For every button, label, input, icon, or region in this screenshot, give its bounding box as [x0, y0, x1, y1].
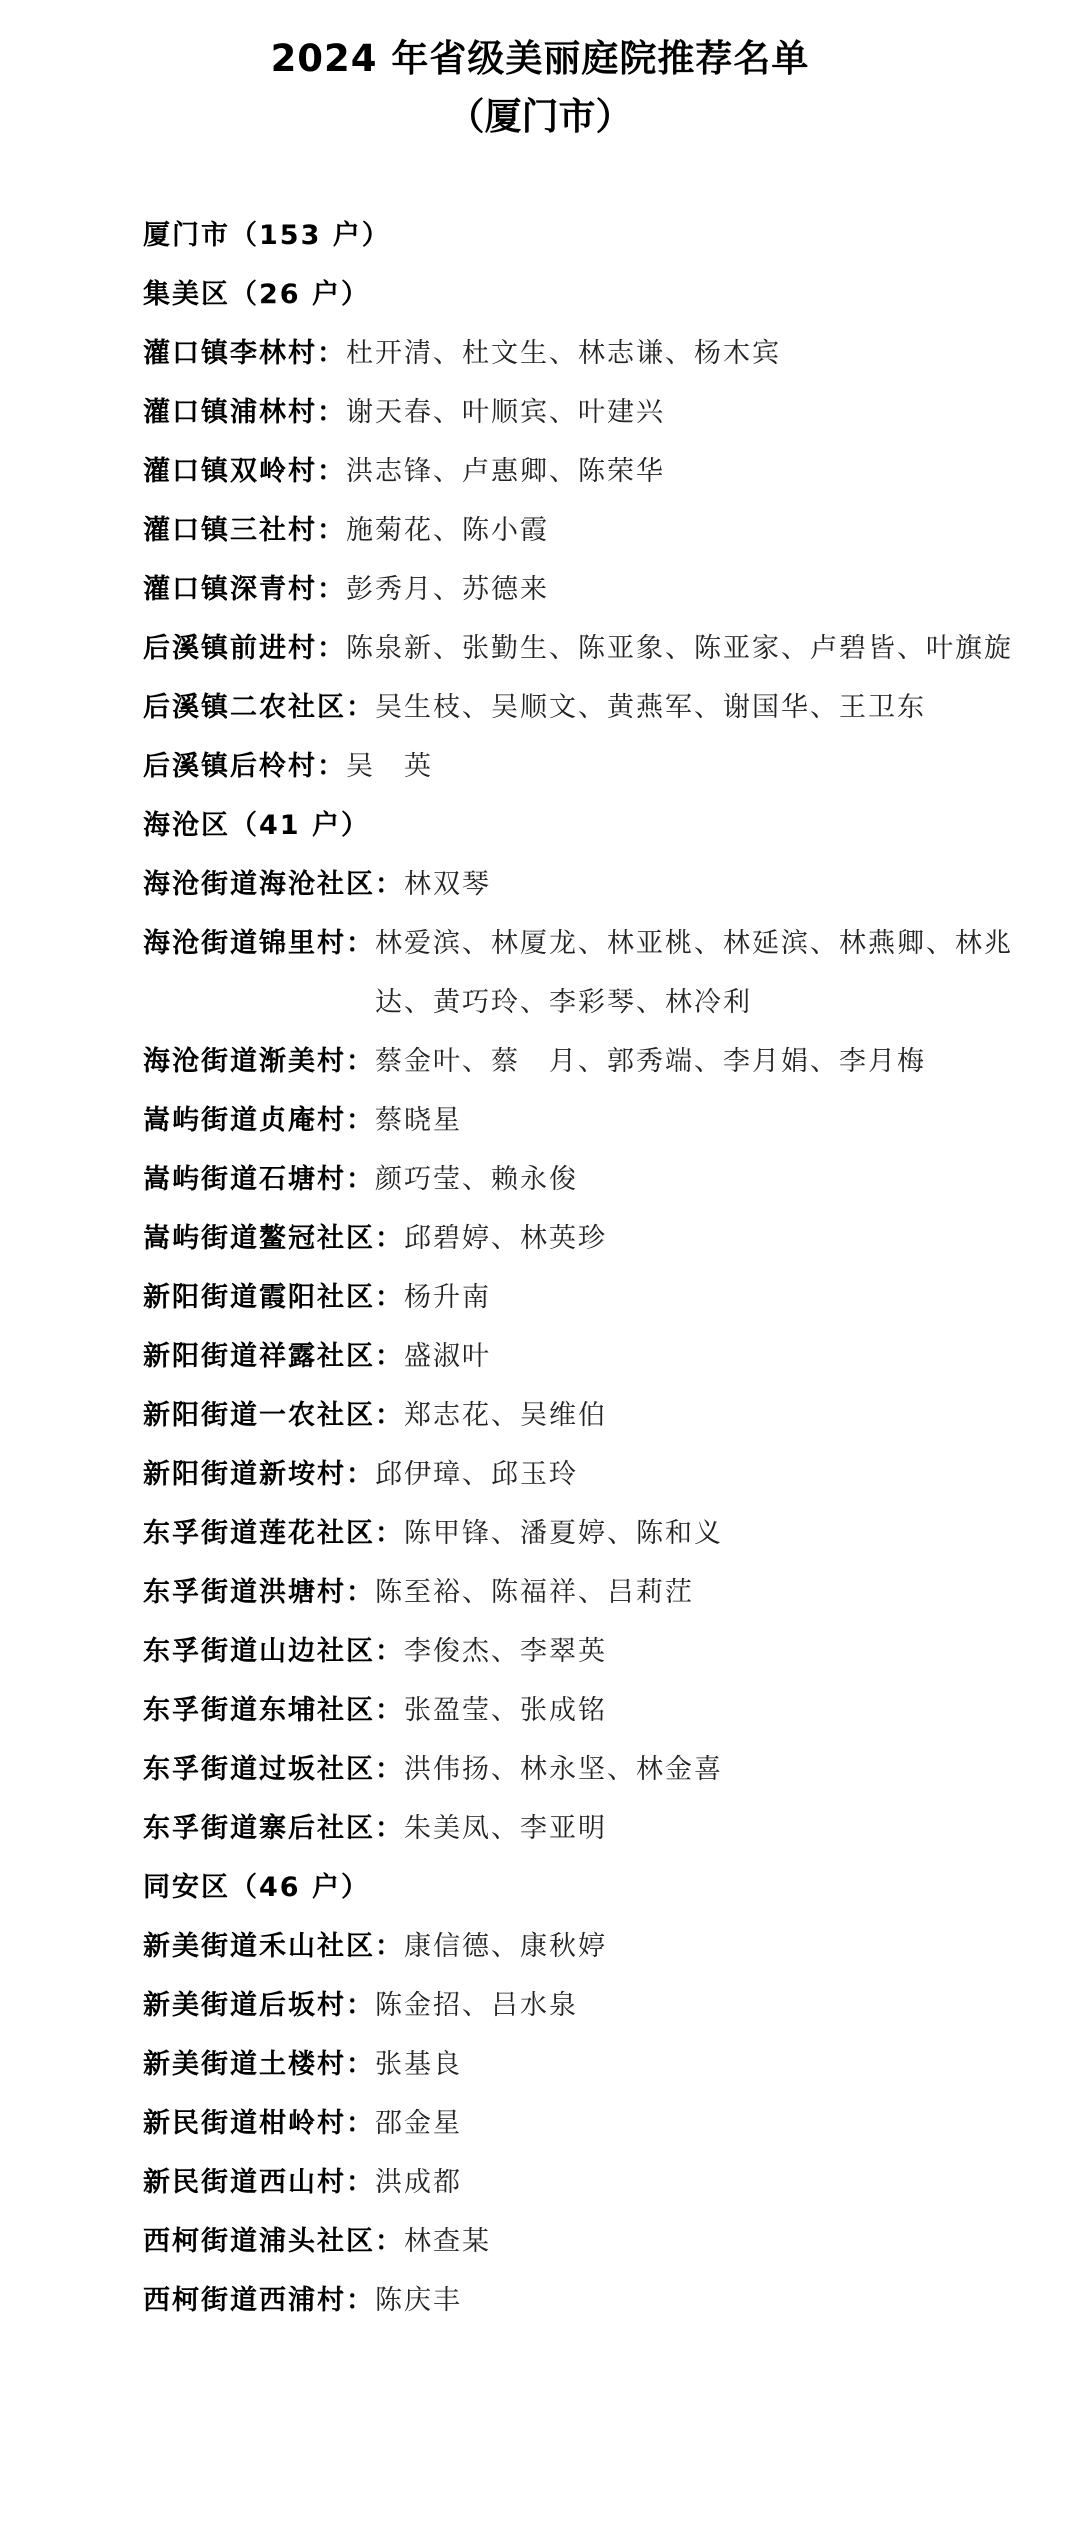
- village-label: 东孚街道寨后社区：: [143, 1813, 404, 1844]
- list-item: [143, 1504, 1023, 1563]
- city-heading: 厦门市（153 户）: [143, 220, 391, 251]
- village-label: 新阳街道新垵村：: [143, 1459, 375, 1490]
- village-label: 新民街道西山村：: [143, 2167, 375, 2198]
- list-item: [143, 501, 1023, 560]
- household-names: 邱碧婷、林英珍: [404, 1223, 607, 1254]
- household-names: 吴 英: [346, 751, 433, 782]
- village-label: 灌口镇浦林村：: [143, 397, 346, 428]
- village-label: 新美街道土楼村：: [143, 2049, 375, 2080]
- document-title: 2024 年省级美丽庭院推荐名单: [270, 37, 810, 80]
- village-label: 嵩屿街道石塘村：: [143, 1164, 375, 1195]
- household-names: 陈金招、吕水泉: [375, 1990, 578, 2021]
- village-label: 灌口镇三社村：: [143, 515, 346, 546]
- list-item: [143, 442, 1023, 501]
- list-item: [143, 737, 1023, 796]
- household-names: 陈泉新、张勤生、陈亚象、陈亚家、卢碧皆、叶旗旋: [346, 633, 1013, 664]
- list-item: [143, 1209, 1023, 1268]
- household-names: 邵金星: [375, 2108, 462, 2139]
- list-item: [143, 619, 1023, 678]
- list-item: [143, 1681, 1023, 1740]
- district-group: [143, 796, 1023, 1858]
- recommendation-list: [143, 206, 1023, 2330]
- household-names: 洪成都: [375, 2167, 462, 2198]
- village-label: 西柯街道西浦村：: [143, 2285, 375, 2316]
- list-item: [143, 560, 1023, 619]
- village-label: 东孚街道过坂社区：: [143, 1754, 404, 1785]
- household-names: 蔡金叶、蔡 月、郭秀端、李月娟、李月梅: [375, 1046, 926, 1077]
- list-item: [143, 1740, 1023, 1799]
- list-item: [143, 1268, 1023, 1327]
- village-label: 海沧街道渐美村：: [143, 1046, 375, 1077]
- district-heading: 海沧区（41 户）: [143, 810, 370, 841]
- village-label: 东孚街道东埔社区：: [143, 1695, 404, 1726]
- village-label: 新阳街道祥露社区：: [143, 1341, 404, 1372]
- village-label: 新阳街道一农社区：: [143, 1400, 404, 1431]
- village-label: 东孚街道洪塘村：: [143, 1577, 375, 1608]
- village-label: 灌口镇李林村：: [143, 338, 346, 369]
- household-names: 蔡晓星: [375, 1105, 462, 1136]
- list-item: [143, 2271, 1023, 2330]
- household-names: 杨升南: [404, 1282, 491, 1313]
- household-names: 张盈莹、张成铭: [404, 1695, 607, 1726]
- village-label: 海沧街道海沧社区：: [143, 869, 404, 900]
- village-label: 新民街道柑岭村：: [143, 2108, 375, 2139]
- village-label: 海沧街道锦里村：: [143, 928, 375, 959]
- village-label: 新美街道后坂村：: [143, 1990, 375, 2021]
- village-label: 后溪镇二农社区：: [143, 692, 375, 723]
- list-item: [143, 914, 1023, 1032]
- village-label: 西柯街道浦头社区：: [143, 2226, 404, 2257]
- list-item: [143, 678, 1023, 737]
- list-item: [143, 1917, 1023, 1976]
- list-item: [143, 1622, 1023, 1681]
- list-item: [143, 1032, 1023, 1091]
- household-names: 李俊杰、李翠英: [404, 1636, 607, 1667]
- household-names: 康信德、康秋婷: [404, 1931, 607, 1962]
- district-groups: [143, 265, 1023, 2330]
- list-item: [143, 1976, 1023, 2035]
- village-label: 后溪镇前进村：: [143, 633, 346, 664]
- village-label: 东孚街道莲花社区：: [143, 1518, 404, 1549]
- district-heading: 集美区（26 户）: [143, 279, 370, 310]
- household-names: 张基良: [375, 2049, 462, 2080]
- list-item: [143, 1386, 1023, 1445]
- household-names: 朱美凤、李亚明: [404, 1813, 607, 1844]
- village-label: 后溪镇后柃村：: [143, 751, 346, 782]
- household-names: 盛淑叶: [404, 1341, 491, 1372]
- village-label: 新美街道禾山社区：: [143, 1931, 404, 1962]
- district-group: [143, 1858, 1023, 2330]
- household-names: 邱伊璋、邱玉玲: [375, 1459, 578, 1490]
- household-names: 林查某: [404, 2226, 491, 2257]
- district-heading: 同安区（46 户）: [143, 1872, 370, 1903]
- household-names: 彭秀月、苏德来: [346, 574, 549, 605]
- list-item: [143, 2035, 1023, 2094]
- household-names: 洪志锋、卢惠卿、陈荣华: [346, 456, 665, 487]
- list-item: [143, 1150, 1023, 1209]
- list-item: [143, 1799, 1023, 1858]
- document-subtitle: （厦门市）: [447, 95, 633, 138]
- list-item: [143, 2094, 1023, 2153]
- list-item: [143, 2212, 1023, 2271]
- district-group: [143, 265, 1023, 796]
- household-names: 郑志花、吴维伯: [404, 1400, 607, 1431]
- village-label: 嵩屿街道鳌冠社区：: [143, 1223, 404, 1254]
- list-item: [143, 1327, 1023, 1386]
- household-names: 陈庆丰: [375, 2285, 462, 2316]
- list-item: [143, 383, 1023, 442]
- list-item: [143, 324, 1023, 383]
- list-item: [143, 1445, 1023, 1504]
- village-label: 新阳街道霞阳社区：: [143, 1282, 404, 1313]
- list-item: [143, 1563, 1023, 1622]
- village-label: 嵩屿街道贞庵村：: [143, 1105, 375, 1136]
- household-names: 陈甲锋、潘夏婷、陈和义: [404, 1518, 723, 1549]
- household-names: 谢天春、叶顺宾、叶建兴: [346, 397, 665, 428]
- household-names: 吴生枝、吴顺文、黄燕军、谢国华、王卫东: [375, 692, 926, 723]
- household-names: 施菊花、陈小霞: [346, 515, 549, 546]
- household-names: 颜巧莹、赖永俊: [375, 1164, 578, 1195]
- household-names: 林爱滨、林厦龙、林亚桃、林延滨、林燕卿、林兆达、黄巧玲、李彩琴、林冷利: [375, 928, 1013, 1018]
- village-label: 东孚街道山边社区：: [143, 1636, 404, 1667]
- household-names: 林双琴: [404, 869, 491, 900]
- list-item: [143, 855, 1023, 914]
- list-item: [143, 1091, 1023, 1150]
- household-names: 杜开清、杜文生、林志谦、杨木宾: [346, 338, 781, 369]
- village-label: 灌口镇双岭村：: [143, 456, 346, 487]
- village-label: 灌口镇深青村：: [143, 574, 346, 605]
- list-item: [143, 2153, 1023, 2212]
- household-names: 陈至裕、陈福祥、吕莉茳: [375, 1577, 694, 1608]
- household-names: 洪伟扬、林永坚、林金喜: [404, 1754, 723, 1785]
